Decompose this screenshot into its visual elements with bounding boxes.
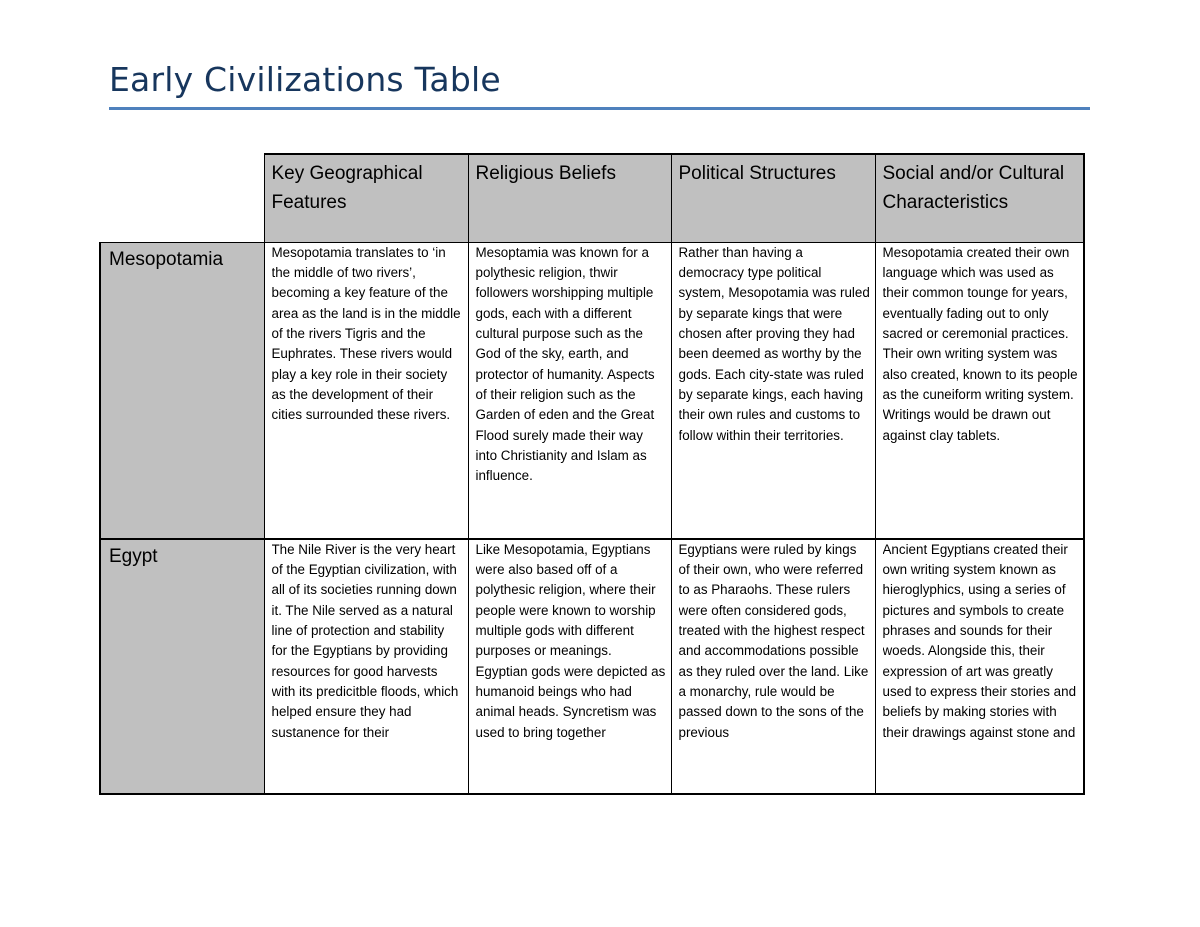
column-header-social: Social and/or Cultural Characteristics: [875, 154, 1084, 242]
cell-mesopotamia-geography: Mesopotamia translates to ‘in the middle of two rivers’, becoming a key feature of the area as the land is in the middle of the rivers Tigris and the Euphrates. These rivers would play a key role in their society as the development of their cities surrounded these rivers.: [264, 242, 468, 539]
cell-egypt-social: Ancient Egyptians created their own writing system known as hieroglyphics, using a series of pictures and symbols to create phrases and sounds for their woeds. Alongside this, their expression of art was greatly used to express their stories and beliefs by making stories with their drawings against stone and: [875, 539, 1084, 794]
cell-mesopotamia-social: Mesopotamia created their own language which was used as their common tounge for years, eventually fading out to only sacred or ceremonial practices. Their own writing system was also created, known to its people as the cuneiform writing system. Writings would be drawn out against clay tablets.: [875, 242, 1084, 539]
column-header-religion: Religious Beliefs: [468, 154, 671, 242]
cell-mesopotamia-religion: Mesoptamia was known for a polythesic religion, thwir followers worshipping multiple gods, each with a different cultural purpose such as the God of the sky, earth, and protector of humanity. Aspects of their religion such as the Garden of eden and the Great Flood surely made their way into Christianity and Islam as influence.: [468, 242, 671, 539]
cell-egypt-religion: Like Mesopotamia, Egyptians were also based off of a polythesic religion, where their people were known to worship multiple gods with different purposes or meanings. Egyptian gods were depicted as humanoid beings who had animal heads. Syncretism was used to bring together: [468, 539, 671, 794]
header-corner-cell: [100, 154, 264, 242]
table-row: [100, 242, 1084, 539]
cell-egypt-politics: Egyptians were ruled by kings of their own, who were referred to as Pharaohs. These rulers were often considered gods, treated with the highest respect and accommodations possible as they ruled over the land. Like a monarchy, rule would be passed down to the sons of the previous: [671, 539, 875, 794]
cell-egypt-geography: The Nile River is the very heart of the Egyptian civilization, with all of its societies running down it. The Nile served as a natural line of protection and stability for the Egyptians by providing resources for good harvests with its predicitble floods, which helped ensure they had sustanence for their: [264, 539, 468, 794]
document-title: Early Civilizations Table: [109, 60, 501, 99]
table-row: [100, 539, 1084, 794]
row-label-mesopotamia: Mesopotamia: [100, 242, 264, 539]
title-underline: [109, 107, 1090, 110]
column-header-politics: Political Structures: [671, 154, 875, 242]
cell-mesopotamia-politics: Rather than having a democracy type political system, Mesopotamia was ruled by separate kings that were chosen after proving they had been deemed as worthy by the gods. Each city-state was ruled by separate kings, each having their own rules and customs to follow within their territories.: [671, 242, 875, 539]
column-header-geography: Key Geographical Features: [264, 154, 468, 242]
table-header-row: [100, 154, 1084, 242]
civilizations-table: [99, 153, 1085, 795]
row-label-egypt: Egypt: [100, 539, 264, 794]
